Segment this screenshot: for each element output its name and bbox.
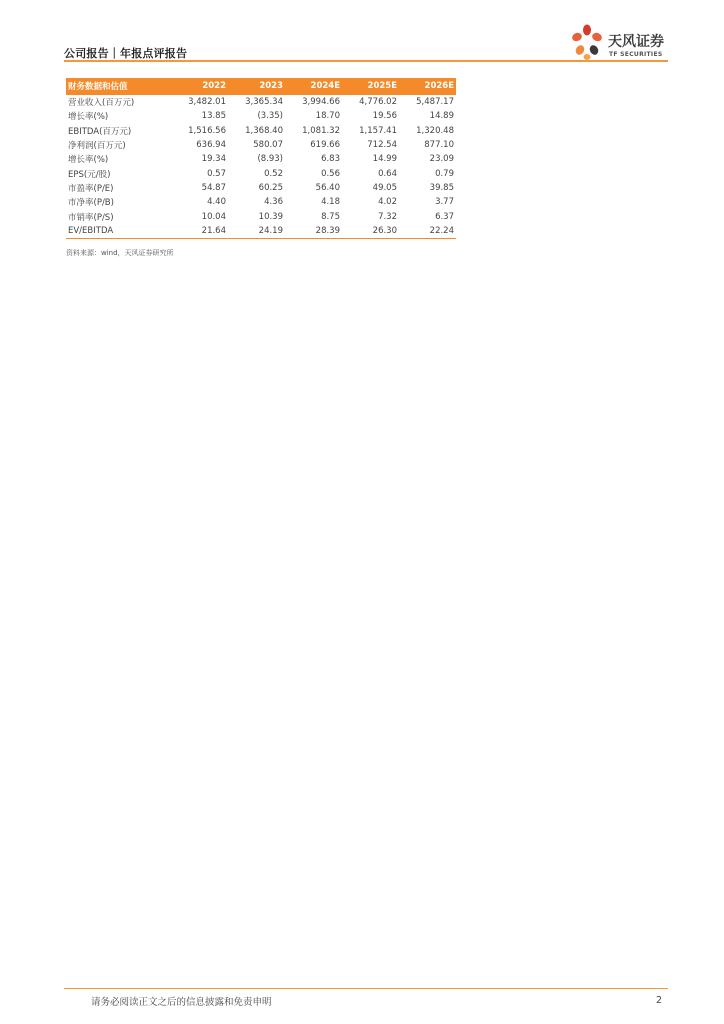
table-cell: 49.05	[372, 182, 397, 193]
header-divider	[64, 60, 668, 62]
table-cell: 26.30	[342, 224, 399, 239]
row-label: 增长率(%)	[68, 155, 109, 166]
table-cell: 1,157.41	[359, 125, 397, 136]
table-header-cell: 2026E	[399, 78, 456, 95]
table-header-cell: 2022	[171, 78, 228, 95]
row-label: 增长率(%)	[68, 112, 109, 123]
table-cell: 877.10	[424, 140, 454, 151]
table-cell: (8.93)	[257, 154, 283, 165]
table-cell: 23.09	[429, 154, 454, 165]
table-cell: 6.37	[435, 211, 454, 222]
row-label: 市销率(P/S)	[68, 212, 114, 223]
table-cell: 7.32	[378, 211, 397, 222]
table-row	[66, 166, 456, 180]
table-row	[66, 109, 456, 123]
table-cell: 60.25	[258, 182, 283, 193]
table-cell: 4.02	[378, 197, 397, 208]
table-cell: 619.66	[310, 140, 340, 151]
page-number: 2	[656, 995, 663, 1006]
row-label: 市净率(P/B)	[68, 198, 114, 209]
table-cell: 8.75	[321, 211, 340, 222]
table-cell: 0.79	[435, 168, 454, 179]
table-row	[66, 95, 456, 110]
table-cell: 10.39	[258, 211, 283, 222]
table-cell: 712.54	[367, 140, 397, 151]
table-row	[66, 195, 456, 209]
table-row	[66, 138, 456, 152]
footer-disclaimer: 请务必阅读正文之后的信息披露和免责申明	[91, 997, 272, 1008]
data-source-note: 资料来源：wind，天风证券研究所	[66, 249, 174, 257]
table-cell: 56.40	[315, 182, 340, 193]
table-cell: 18.70	[315, 111, 340, 122]
table-cell: 1,516.56	[188, 125, 226, 136]
row-label: EBITDA(百万元)	[68, 126, 132, 137]
table-cell: 6.83	[321, 154, 340, 165]
table-cell: 3.77	[435, 197, 454, 208]
table-header-cell: 2023	[228, 78, 285, 95]
row-label: EPS(元/股)	[68, 169, 111, 180]
logo-chinese-text: 天风证券	[608, 34, 664, 50]
table-cell: 28.39	[285, 224, 342, 239]
table-cell: 0.52	[264, 168, 283, 179]
table-cell: 3,482.01	[188, 97, 226, 108]
table-cell: 19.56	[372, 111, 397, 122]
row-label: 市盈率(P/E)	[68, 183, 114, 194]
company-logo	[568, 22, 668, 62]
table-cell: 19.34	[201, 154, 226, 165]
table-row	[66, 181, 456, 195]
table-cell: 580.07	[253, 140, 283, 151]
table-row	[66, 209, 456, 223]
table-row	[66, 152, 456, 166]
footer-divider	[64, 988, 668, 989]
table-cell: 0.64	[378, 168, 397, 179]
table-row	[66, 124, 456, 138]
table-cell: 4,776.02	[359, 97, 397, 108]
table-row	[66, 224, 456, 239]
table-cell: 5,487.17	[416, 97, 454, 108]
table-cell: 24.19	[228, 224, 285, 239]
table-cell: 4.40	[207, 197, 226, 208]
table-cell: 0.56	[321, 168, 340, 179]
table-cell: 3,994.66	[302, 97, 340, 108]
table-cell: 1,320.48	[416, 125, 454, 136]
table-cell: 39.85	[429, 182, 454, 193]
table-cell: 4.36	[264, 197, 283, 208]
financial-valuation-table	[66, 78, 456, 239]
table-cell: 3,365.34	[245, 97, 283, 108]
table-cell: (3.35)	[257, 111, 283, 122]
table-cell: 22.24	[399, 224, 456, 239]
table-cell: 1,081.32	[302, 125, 340, 136]
logo-english-text: TF SECURITIES	[609, 51, 663, 58]
table-cell: 1,368.40	[245, 125, 283, 136]
row-label: 净利润(百万元)	[68, 141, 126, 152]
table-header-cell: 2024E	[285, 78, 342, 95]
row-label: EV/EBITDA	[66, 224, 171, 239]
table-cell: 21.64	[171, 224, 228, 239]
report-type-title: 公司报告｜年报点评报告	[64, 47, 188, 60]
table-header-row	[66, 78, 456, 95]
flower-logo-icon	[568, 22, 606, 62]
table-cell: 4.18	[321, 197, 340, 208]
table-cell: 14.89	[429, 111, 454, 122]
table-header-cell: 2025E	[342, 78, 399, 95]
table-header-cell: 财务数据和估值	[66, 78, 171, 95]
table-cell: 10.04	[201, 211, 226, 222]
table-cell: 54.87	[201, 182, 226, 193]
row-label: 营业收入(百万元)	[68, 98, 135, 109]
table-cell: 13.85	[201, 111, 226, 122]
table-cell: 636.94	[196, 140, 226, 151]
table-cell: 0.57	[207, 168, 226, 179]
table-cell: 14.99	[372, 154, 397, 165]
